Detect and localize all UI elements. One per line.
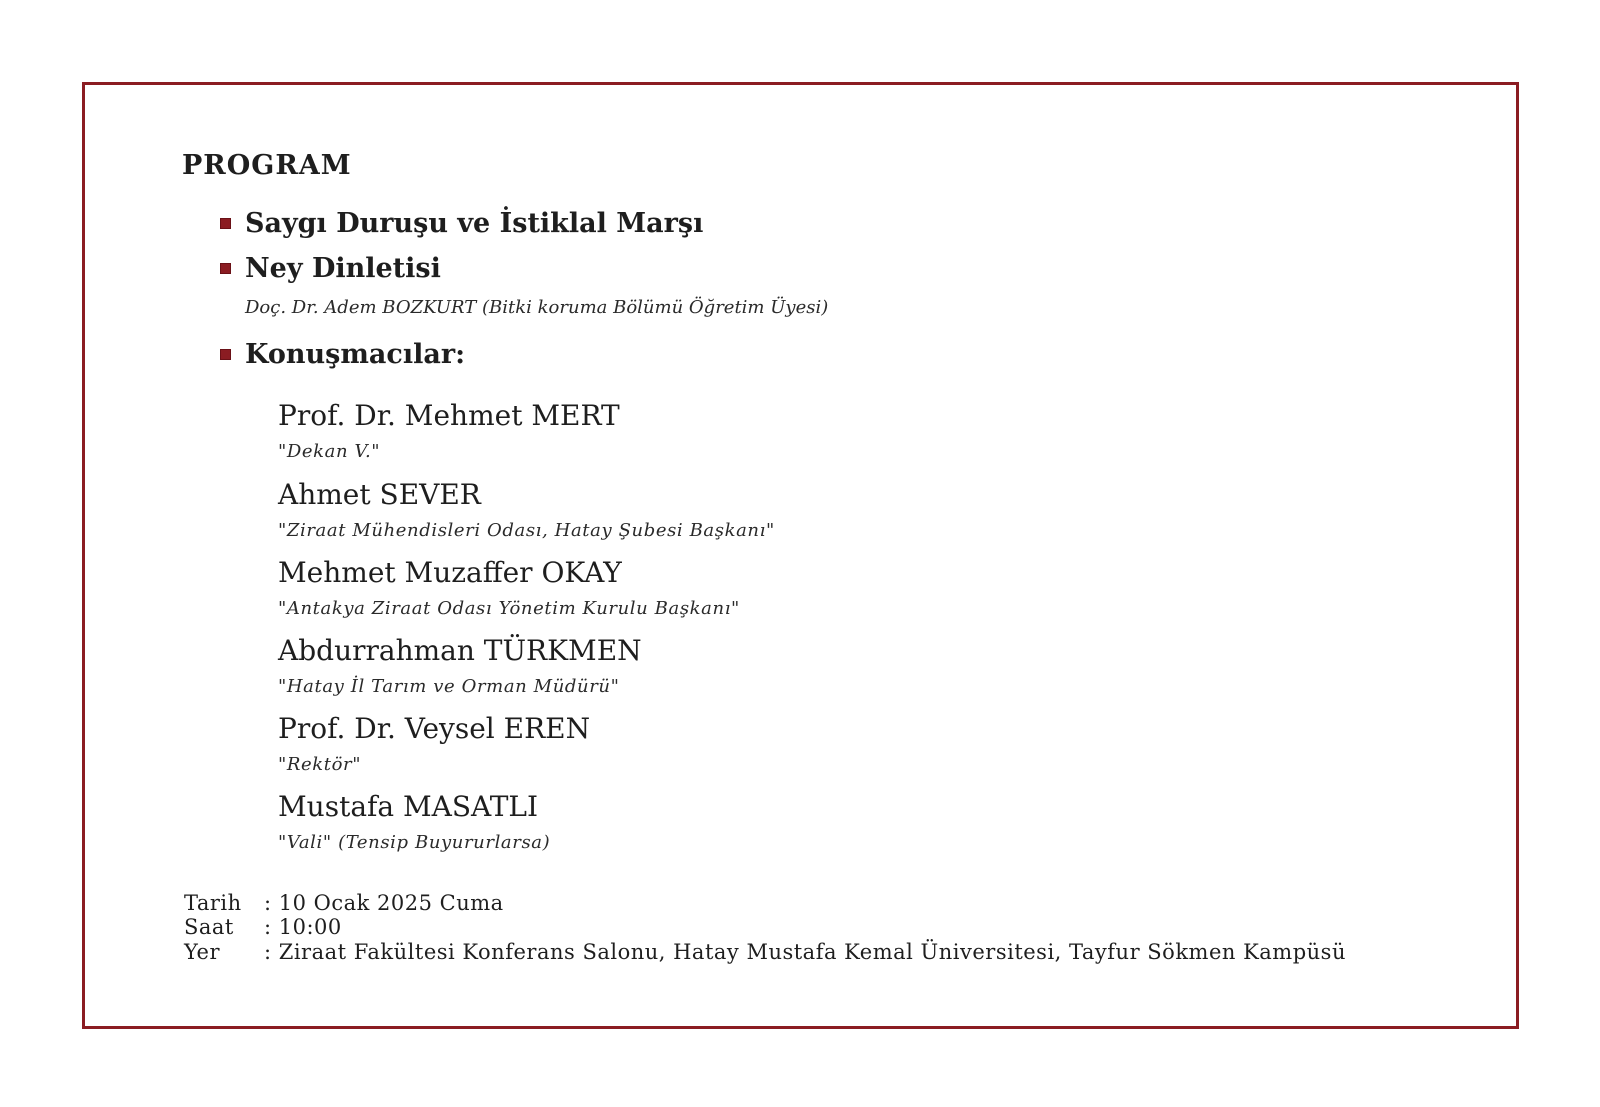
speaker-role: "Rektör" [278, 754, 362, 775]
program-title: PROGRAM [182, 150, 352, 181]
speaker-name: Ahmet SEVER [278, 478, 481, 511]
square-bullet-icon [220, 263, 231, 274]
speaker-name: Prof. Dr. Veysel EREN [278, 712, 591, 745]
program-item-ceremony [220, 208, 703, 239]
speaker-role: "Vali" (Tensip Buyururlarsa) [278, 832, 551, 853]
square-bullet-icon [220, 349, 231, 360]
speaker-name: Mehmet Muzaffer OKAY [278, 556, 622, 589]
speaker-role: "Ziraat Mühendisleri Odası, Hatay Şubesi Başkanı" [278, 520, 775, 541]
place-value: : Ziraat Fakültesi Konferans Salonu, Hatay Mustafa Kemal Üniversitesi, Tayfur Sökmen Kampüsü [264, 940, 1346, 964]
program-item-label: Saygı Duruşu ve İstiklal Marşı [245, 208, 704, 239]
place-label: Yer [184, 940, 221, 964]
time-label: Saat [184, 915, 234, 939]
speaker-role: "Dekan V." [278, 441, 381, 462]
speaker-name: Prof. Dr. Mehmet MERT [278, 399, 620, 432]
square-bullet-icon [220, 218, 231, 229]
date-label: Tarih [184, 891, 242, 915]
speaker-name: Mustafa MASATLI [278, 790, 539, 823]
speaker-name: Abdurrahman TÜRKMEN [278, 634, 642, 667]
speaker-role: "Hatay İl Tarım ve Orman Müdürü" [278, 676, 620, 697]
program-item-label: Konuşmacılar: [245, 339, 466, 370]
program-item-ney [220, 253, 441, 284]
program-item-label: Ney Dinletisi [245, 253, 441, 284]
program-item-speakers [220, 339, 465, 370]
date-value: : 10 Ocak 2025 Cuma [264, 891, 504, 915]
speaker-role: "Antakya Ziraat Odası Yönetim Kurulu Başkanı" [278, 598, 740, 619]
time-value: : 10:00 [264, 915, 342, 939]
ney-performer-note: Doç. Dr. Adem BOZKURT (Bitki koruma Bölümü Öğretim Üyesi) [245, 297, 829, 318]
